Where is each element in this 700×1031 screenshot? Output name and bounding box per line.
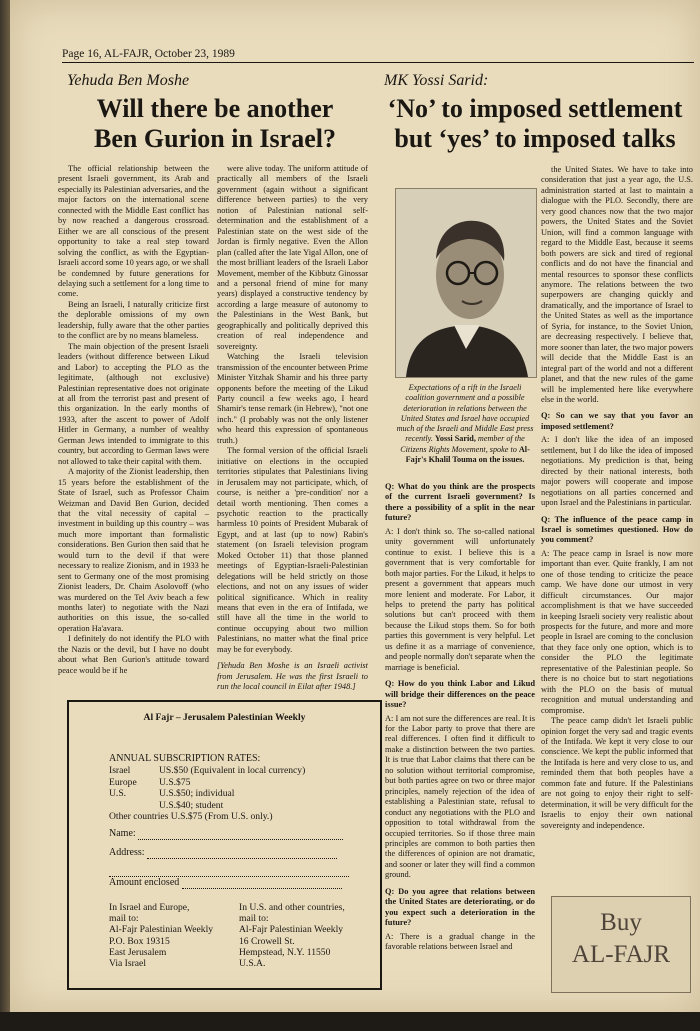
scan-bottom-edge (0, 1012, 700, 1031)
mail-line: In Israel and Europe, (109, 902, 190, 913)
caption-mid: member of the Citizens Rights Movement, spoke to (400, 434, 525, 454)
address-extra-field[interactable] (109, 865, 349, 877)
photo-caption (395, 383, 535, 465)
rate-price: US.$50 (Equivalent in local currency) (159, 765, 306, 776)
right-headline-line1: ‘No’ to imposed settlement (387, 94, 683, 123)
binder-edge (0, 0, 10, 1031)
interview-question: Q: So can we say that you favor an imposed settlement? (541, 411, 693, 431)
address-field[interactable] (109, 847, 337, 859)
mail-line: Al-Fajr Palestinian Weekly (239, 924, 344, 936)
article-paragraph: the United States. We have to take into consideration that just a year ago, the U.S. administration started at last to maintain a dialogue with the PLO. Secondly, there are very good chances now that the two major powers, the United States and the Soviet Union, will find a common language with regard to the Middle East, because it seems both powers are sick and tired of regional conflicts and do not have the financial and mental resources to sponsor these conflicts anymore. The relations between the two superpowers are changing quickly and dramatically, and the importance of Israel to the United States as well as the importance of Syria, for instance, to the Soviet Union, are decreasing respectively. I believe that, more sooner than later, the two major powers will decide that the Middle East is an integral part of the world and not a different planet, and that the new rules of the game will be implemented here like everywhere else in the world. (541, 165, 693, 404)
interview-answer: A: I am not sure the differences are real. It is for the Labor party to prove that there are real differences. I often find it difficult to make a distinction between the two parties. It is true that Labor claims that there can be no solution without territorial compromise, but both parties agree on two or three major principles, namely rejection of the idea of establishing a Palestinian state, refusal to conduct any negotiations with the PLO and opposition to total withdrawal from the occupied territories. So if those three main principles are common to both parties then the differences of opinion are not dramatic, and sooner or later they will find a common ground. (385, 713, 535, 880)
rate-region: U.S. (109, 788, 127, 800)
ad-line-2: AL-FAJR (571, 941, 671, 968)
mail-line: mail to: (109, 913, 139, 925)
mail-line: Via Israel (109, 958, 146, 970)
mail-line: mail to: (239, 913, 269, 925)
interview-answer: A: I don't like the idea of an imposed settlement, but I do like the idea of imposed negotiations. My prediction is that, being directed by their national interests, both major powers will cooperate and impose negotiations on all parties concerned and upon Israel and the Palestinians in particular. (541, 435, 693, 508)
mail-line: U.S.A. (239, 958, 266, 970)
subscription-form (67, 700, 382, 990)
mail-line: Al-Fajr Palestinian Weekly (109, 924, 214, 936)
buy-alfajr-ad (551, 896, 691, 993)
name-line[interactable] (138, 839, 343, 840)
left-article-column-1 (58, 164, 209, 694)
amount-field[interactable] (109, 877, 342, 889)
subscription-rates (109, 765, 306, 823)
address-label: Address: (109, 847, 145, 858)
article-paragraph: The main objection of the present Israeli leaders (without difference between Likud and Labor) to accepting the PLO as the legitimate, (although not exclusive) Palestinian representative does not originate at all from the terrorist past and present of this organization. In the early months of 1933, after the ascent to power of Adolf Hitler in Germany, a number of wealthy German Jews intended to immigrate to this country, but according to German laws were not allowed to take their capital with them. (58, 341, 209, 466)
right-headline (375, 94, 695, 154)
article-paragraph: The official relationship between the present Israeli government, its Arab and especially its Palestinian adversaries, and the major factors on the international scene connected with the Middle East conflict has by now reached a dangerous crossroad. Either we are all conscious of the present opportunity to take a real step toward solving the conflict, as with the Egyptian-Israeli accord some 10 years ago, or we shall be condemned by future generations for delaying such a settlement for a long time to come. (58, 164, 209, 299)
interview-question: Q: The influence of the peace camp in Israel is sometimes questioned. How do you comment? (541, 514, 693, 545)
left-headline-line2: Ben Gurion in Israel? (94, 124, 336, 153)
mail-line: East Jerusalem (109, 946, 167, 958)
name-label: Name: (109, 828, 136, 839)
left-article-column-2 (217, 164, 368, 694)
rate-row (109, 777, 273, 789)
article-paragraph: were alive today. The uniform attitude of practically all members of the Israeli government (again without a significant difference between parties) to the very notion of Palestinian national self-determination and the establishment of a Palestinian state on the west side of the Jordan is firmly negative. Even the Allon plan (called after the late Yigal Allon, one of the most brilliant leaders of the Israeli Labor Movement, member of the Kibbutz Ginossar and a personal friend of mine for many years) displayed a constructive tendency by according a large measure of autonomy to the Palestinians in the West Bank, but geographically and politically deprived this creation of real independence and sovereignty. (217, 164, 368, 351)
newspaper-page (10, 0, 700, 1012)
page-folio: Page 16, AL-FAJR, October 23, 1989 (62, 48, 694, 63)
rate-price: U.S.$40; student (159, 799, 224, 811)
left-headline-line1: Will there be another (96, 94, 334, 123)
right-article-column-2 (541, 165, 693, 885)
ad-line-1: Buy (600, 909, 642, 936)
left-headline (60, 94, 370, 154)
caption-main: Expectations of a rift in the Israeli coalition government and a possible deterioration in relations between the United States and Israel have occupied much of the Israeli and Middle East press recently. (396, 383, 534, 444)
rate-price: U.S.$75 (159, 776, 191, 788)
article-paragraph: The formal version of the official Israeli initiative on elections in the occupied territories stipulates that Palestinians living in Jerusalem may not participate, which, of course, is neither a 'pre-condition' nor a detail worth mentioning. Then comes a psychotic reaction to the practically harmless 10 points of President Mubarak of Egypt, and at last (up to now) Rabin's statement (on Israeli television program Moked October 11) that those planned meetings of Egyptian-Israeli-Palestinian delegations will be held strictly on those elections, and not on any issues of wider political significance. Which in reality means that even in the era of Intifada, we still have all the time in the world to continue occupying about two million Palestinians, no matter what the final price may be for everybody. (217, 446, 368, 654)
mail-line: 16 Crowell St. (239, 935, 295, 947)
caption-name: Yossi Sarid, (434, 434, 476, 444)
interview-answer: A: There is a gradual change in the favorable relations between Israel and (385, 931, 535, 952)
rate-other: Other countries U.S.$75 (From U.S. only.) (109, 811, 273, 823)
right-headline-line2: but ‘yes’ to imposed talks (394, 124, 676, 153)
interview-question: Q: Do you agree that relations between the United States are deteriorating, or do you expect such a deterioration in the future? (385, 886, 535, 928)
rate-region: Israel (109, 765, 131, 776)
amount-line[interactable] (182, 888, 342, 889)
rate-row (109, 765, 306, 777)
mail-line: In U.S. and other countries, (239, 902, 345, 913)
subscription-heading: ANNUAL SUBSCRIPTION RATES: (109, 753, 261, 764)
subscription-title: Al Fajr – Jerusalem Palestinian Weekly (143, 712, 306, 723)
interview-answer: A: I don't think so. The so-called national unity government will unfortunately continue to exist. I believe this is a government that is very comfortable for both major parties. For the Likud, it helps to present a government that appears much more lenient and moderate. For Labor, it helps to pretend the party has political solutions but can't proceed with them because the Likud stops them. So for both parties this government is very helpful. Let us define it as a marriage of convenience, and people normally don't separate when the marriage is beneficial. (385, 526, 535, 672)
interview-question: Q: What do you think are the prospects of the current Israeli government? Is there a possibility of a split in the near future? (385, 482, 535, 523)
address-line[interactable] (147, 858, 337, 859)
left-byline: Yehuda Ben Moshe (67, 72, 190, 89)
portrait-photo (395, 188, 537, 378)
rate-region: Europe (109, 776, 137, 788)
right-byline: MK Yossi Sarid: (384, 72, 489, 89)
mail-address-us (239, 902, 345, 969)
mail-line: P.O. Box 19315 (109, 935, 170, 947)
rate-price: U.S.$50; individual (159, 788, 235, 800)
article-paragraph: The peace camp didn't let Israeli public opinion forget the very sad and tragic events of the Intifada. We kept it very close to our conscience. We kept the public informed that the Intifada is here and very close to us, and reminded them that both peoples have a common fate and future. If the Palestinians are not going to enjoy their right to self-determination, it will be very difficult for the Israelis to enjoy their own national sovereignty and independence. (541, 716, 693, 830)
mail-line: Hempstead, N.Y. 11550 (239, 946, 331, 958)
article-paragraph: A majority of the Zionist leadership, then 15 years before the establishment of the State of Israel, such as Professor Chaim Weizman and David Ben Gurion, decided that the vital necessity of capital – investment in building up this country – was much more important than formalistic considerations. Ben Gurion then said that he would turn to the devil if that were necessary to realize Zionism, and in 1933 he sent to Germany one of the most promising Zionist leaders, Dr. Chaim Asolovoff (who was murdered on the Tel Aviv beach a few months later) to negotiate with the Nazi authorities on this issue, the so-called operation Ha'avara. (58, 467, 209, 633)
interview-answer: A: The peace camp in Israel is now more important than ever. Quite frankly, I am not one of those tending to criticize the peace camp. We have done our utmost in very difficult circumstances. Our major accomplishment is that we have succeeded in keeping Israeli society very realistic about prospects for the future, and more and more people in Israel are coming to the conclusion that they face only one option, which is to consider the PLO the legitimate representative of the Palestinian people. So there is no choice but to start negotiations with the PLO on the basis of mutual recognition and mutual understanding and compromise. (541, 548, 693, 715)
amount-label: Amount enclosed (109, 877, 180, 888)
name-field[interactable] (109, 828, 343, 840)
right-article-column-1 (385, 476, 535, 1002)
article-paragraph: Being an Israeli, I naturally criticize first the deplorable omissions of my own leadership, fully aware that the other parties to the conflict are by no means blameless. (58, 299, 209, 341)
rate-row (109, 800, 273, 812)
article-paragraph: Watching the Israeli television transmission of the encounter between Prime Minister Yitzhak Shamir and his three party opponents before the meeting of the Likud Party council a few weeks ago, I heard Shamir's tense remark (in Hebrew), "not one inch." (I probably was not the only listener who heard this expression of spontaneous truth.) (217, 352, 368, 445)
caption-end: Al-Fajr's Khalil Touma on the issues. (405, 444, 530, 465)
rate-row (109, 788, 273, 800)
interview-question: Q: How do you think Labor and Likud will bridge their differences on the peace issue? (385, 679, 535, 710)
author-note: [Yehuda Ben Moshe is an Israeli activist from Jerusalem. He was the first Israeli to run the local council in Eilat after 1948.] (217, 661, 368, 692)
portrait-illustration (396, 189, 536, 377)
article-paragraph: I definitely do not identify the PLO with the Nazis or the devil, but I have no doubt about what Ben Gurion's attitude toward peace would be if he (58, 634, 209, 675)
mail-address-europe (109, 902, 213, 969)
